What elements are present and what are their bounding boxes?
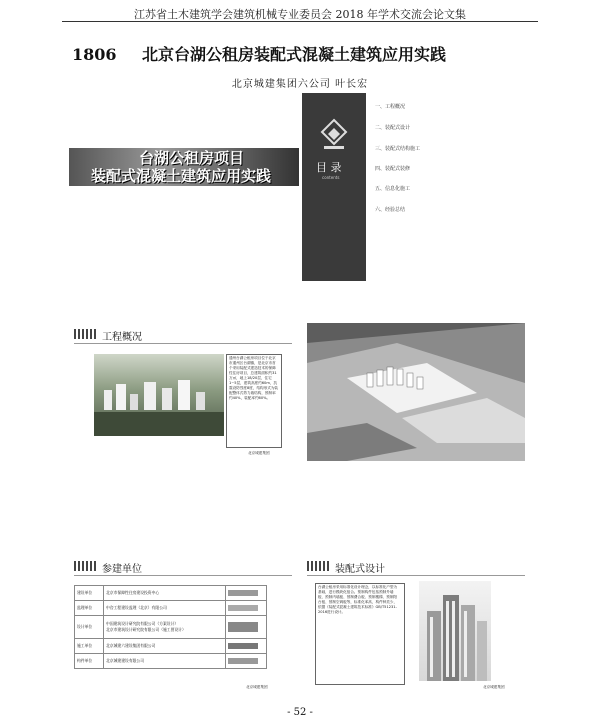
slide-title: 装配式设计 xyxy=(335,564,385,575)
toc-item: 三、装配式结构施工 xyxy=(375,146,421,152)
name-cell: 北京城建六建设集团有限公司 xyxy=(104,639,226,654)
page-number: - 52 - xyxy=(287,707,313,718)
footer-logo-text: 北京城建集团 xyxy=(483,685,505,689)
role-cell: 监理单位 xyxy=(75,601,104,616)
name-cell: 中咨工程建设监理（北京）有限公司 xyxy=(104,601,226,616)
section-marker-icon xyxy=(307,561,331,571)
design-description: 台湖公租房采用标准化设计理念，以标准化户型为基础，进行模块化组合。预制构件包括预制外墙板、预制内墙板、预制叠合板、预制楼梯、预制阳台板、预制空调板等，标准化率高，构件种类少，依据《装配式混凝土建筑技术标准》GB/T51231-2016进行设计。 xyxy=(318,585,398,614)
table-row xyxy=(75,654,267,669)
toc-item: 六、经验总结 xyxy=(375,207,406,213)
table-row xyxy=(75,601,267,616)
name-cell: 北京市保障性住房建设投资中心 xyxy=(104,586,226,601)
slide-aerial-rendering xyxy=(307,323,525,461)
header-rule xyxy=(62,21,538,22)
slide-cover-toc xyxy=(69,93,509,281)
running-header: 江苏省土木建筑学会建筑机械专业委员会 2018 年学术交流会论文集 xyxy=(134,8,466,21)
title-underline xyxy=(74,575,292,576)
slide-title: 工程概况 xyxy=(102,332,142,343)
role-cell: 建设单位 xyxy=(75,586,104,601)
role-cell: 构件单位 xyxy=(75,654,104,669)
toc-subtitle: contents xyxy=(322,175,340,180)
toc-item: 二、装配式设计 xyxy=(375,125,411,131)
article-number: 1806 xyxy=(72,45,117,64)
slide-title: 参建单位 xyxy=(102,564,142,575)
logo-cell xyxy=(226,639,267,654)
toc-title: 目 录 xyxy=(316,161,342,174)
logo-cell xyxy=(226,601,267,616)
table-row xyxy=(75,639,267,654)
name-cell: 中国建筑设计研究院有限公司（方案设计） 北京市建筑设计研究院有限公司（施工图设计） xyxy=(104,616,226,639)
article-title-row xyxy=(72,42,446,65)
title-underline xyxy=(307,575,525,576)
table-row xyxy=(75,616,267,639)
slide-prefab-design xyxy=(307,555,525,695)
article-author: 北京城建集团六公司 叶长宏 xyxy=(231,79,369,90)
logo-cell xyxy=(226,654,267,669)
toc-item: 五、信息化施工 xyxy=(375,186,411,192)
role-cell: 施工单位 xyxy=(75,639,104,654)
toc-item: 一、工程概况 xyxy=(375,104,406,110)
name-cell: 北京城建建设有限公司 xyxy=(104,654,226,669)
participants-table xyxy=(74,585,267,669)
table-row xyxy=(75,586,267,601)
cover-banner-line1: 台湖公租房项目 xyxy=(139,149,245,167)
section-marker-icon xyxy=(74,561,98,571)
project-description: 通州台湖公租房项目位于北京市通州区台湖镇，是北京市首个采用装配式建造技术的保障性住房项目，总建筑面积约31万㎡，地上18/20层，住宅1~5层，建筑高度约60m，抗震设防烈度8度，结构形式为装配整体式剪力墙结构，预制率约40%，装配率约60%。 xyxy=(229,356,278,400)
article-title: 北京台湖公租房装配式混凝土建筑应用实践 xyxy=(142,45,447,64)
footer-logo-text: 北京城建集团 xyxy=(246,685,268,689)
aerial-rendering-image xyxy=(307,323,525,461)
tower-rendering-image xyxy=(419,581,491,681)
logo-cell xyxy=(226,586,267,601)
cover-banner-line2: 装配式混凝土建筑应用实践 xyxy=(91,167,272,185)
section-marker-icon xyxy=(74,329,98,339)
role-cell: 设计单位 xyxy=(75,616,104,639)
project-photo xyxy=(94,354,224,436)
logo-icon xyxy=(316,118,352,154)
footer-logo-text: 北京城建集团 xyxy=(248,451,270,455)
title-underline xyxy=(74,343,292,344)
logo-cell xyxy=(226,616,267,639)
toc-item: 四、装配式装修 xyxy=(375,166,411,172)
slide-project-overview xyxy=(74,323,292,461)
